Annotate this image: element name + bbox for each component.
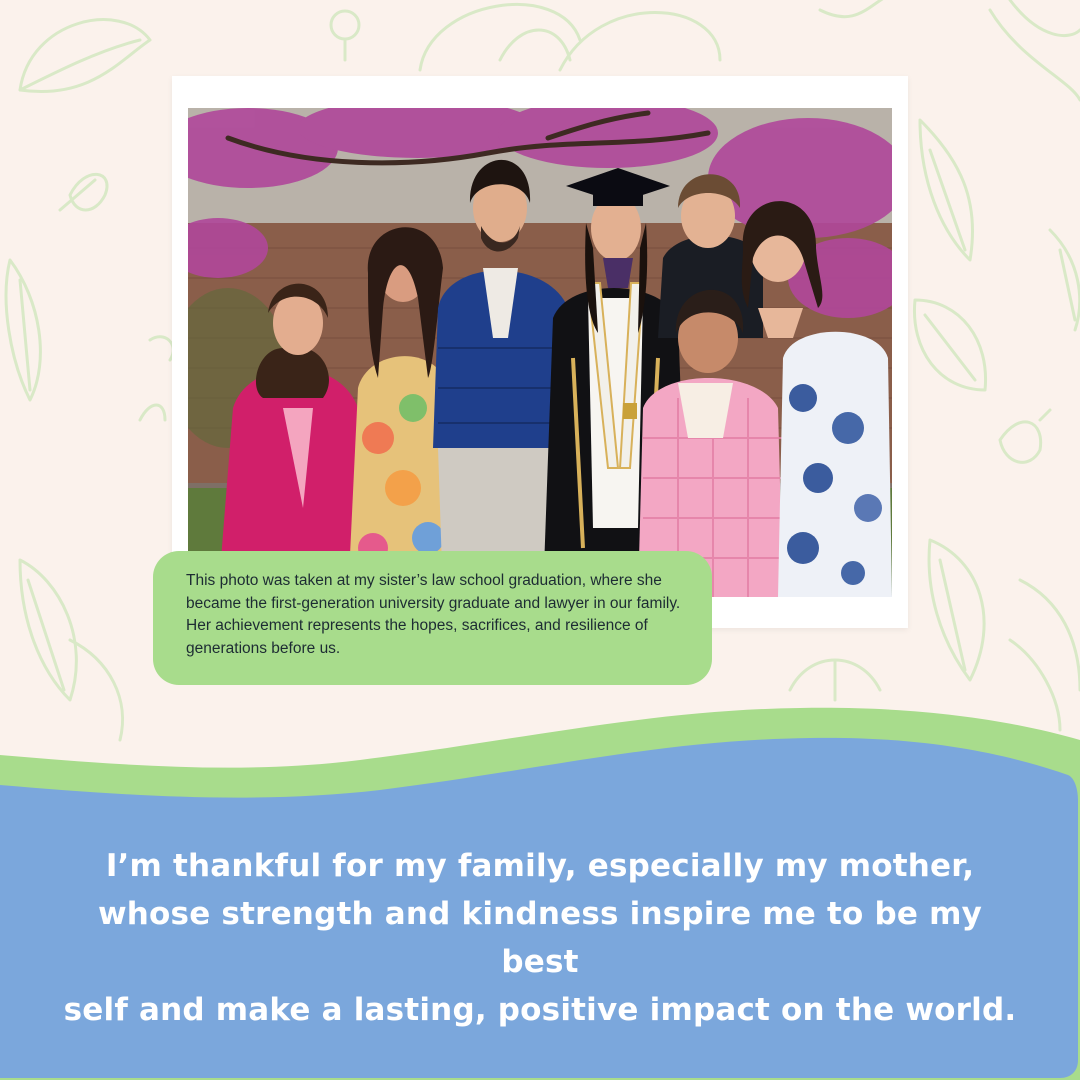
leaf-outline-icon xyxy=(20,20,150,92)
gratitude-quote xyxy=(60,842,1020,1034)
leaf-outline-icon xyxy=(929,540,984,680)
pumpkin-outline-icon xyxy=(420,4,720,70)
family-graduation-photo xyxy=(188,108,892,597)
quote-line-1: I’m thankful for my family, especially my mother, xyxy=(105,848,975,884)
leaf-outline-icon xyxy=(6,260,40,400)
leaf-outline-icon xyxy=(140,337,173,420)
leaf-outline-icon xyxy=(920,120,973,260)
leaf-outline-icon xyxy=(20,560,76,700)
leaf-outline-icon xyxy=(914,300,985,390)
quote-line-2: whose strength and kindness inspire me to be my best xyxy=(97,896,983,980)
acorn-outline-icon xyxy=(331,11,359,60)
leaf-outline-icon xyxy=(790,660,880,700)
leaf-outline-icon xyxy=(60,174,107,210)
quote-line-3: self and make a lasting, positive impact on the world. xyxy=(63,992,1017,1028)
leaf-outline-icon xyxy=(1050,230,1080,330)
acorn-outline-icon xyxy=(1000,410,1050,462)
photo-caption: This photo was taken at my sister’s law school graduation, where she became the first-generation university graduate and lawyer in our family. Her achievement represents the hopes, sacrifices, and resilience of generations before us. xyxy=(153,551,712,685)
photo-card xyxy=(172,76,908,628)
